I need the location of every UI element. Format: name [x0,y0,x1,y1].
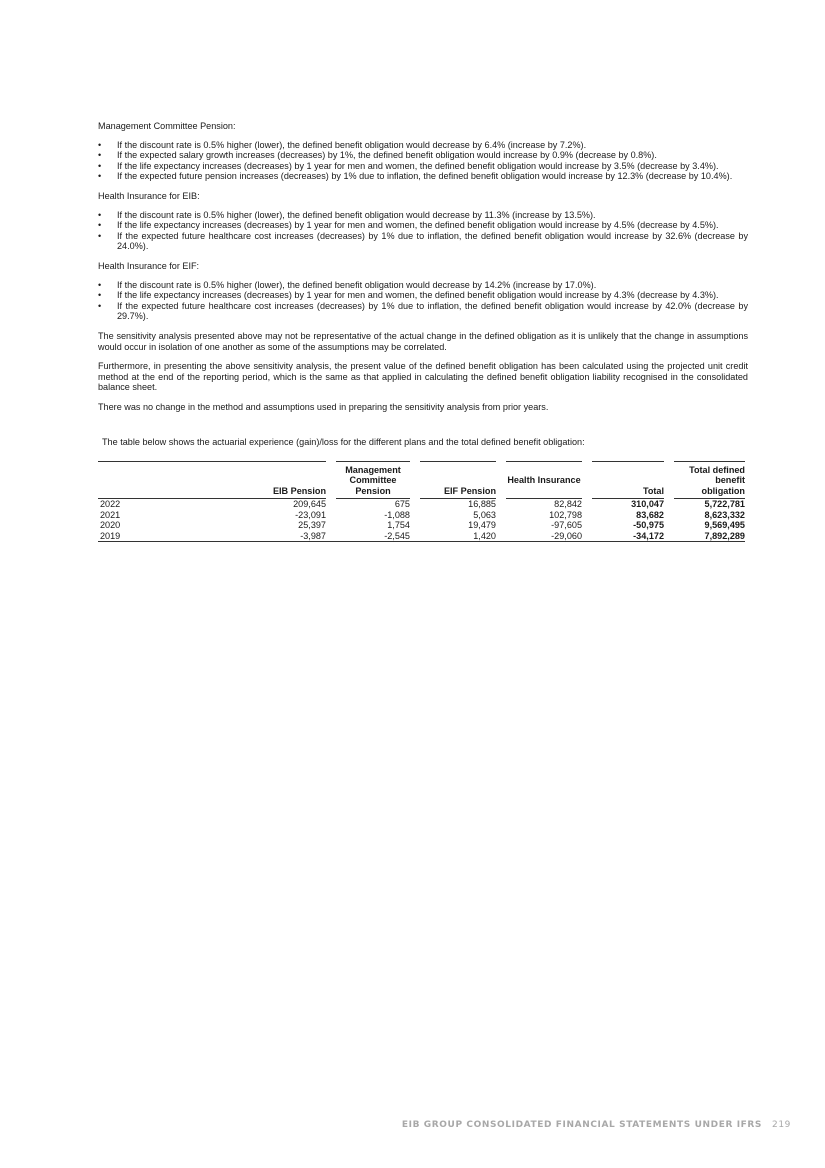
cell-management-committee-pension: -1,088 [384,509,410,520]
cell-total-dbo: 8,623,332 [704,509,745,520]
cell-total: -50,975 [633,520,664,531]
header-gap [410,462,420,499]
cell-eib-pension: -3,987 [248,531,326,542]
bullet-icon: • [98,230,102,241]
bullet-icon: • [98,300,102,311]
list-item: • If the expected future healthcare cost increases (decreases) by 1% due to inflation, the defined benefit obligation would increase by 32.6% (decrease by 24.0%). [98,230,748,252]
bullet-icon: • [98,150,102,161]
footer-title: EIB GROUP CONSOLIDATED FINANCIAL STATEMENTS UNDER IFRS [401,1120,763,1130]
bullet-list-management-committee-pension [98,140,748,182]
document-body [98,121,748,542]
header-gap [326,462,336,499]
cell-health-insurance: 82,842 [554,499,582,510]
bullet-icon: • [98,209,102,220]
cell-total-dbo: 9,569,495 [704,520,745,531]
header-total-defined-benefit-obligation: Total defined benefit obligation [674,462,745,499]
section-heading-health-insurance-eib: Health Insurance for EIB: [98,190,200,201]
cell-eib-pension: 25,397 [298,520,326,531]
cell-health-insurance: 102,798 [549,509,582,520]
bullet-list-health-insurance-eib [98,210,748,252]
cell-management-committee-pension: 675 [394,499,410,510]
header-eif-pension: EIF Pension [420,462,496,499]
list-item: • If the life expectancy increases (decreases) by 1 year for men and women, the defined benefit obligation would increase by 3.5% (decrease by 3.4%). [98,160,719,171]
table-row [98,499,745,510]
cell-year: 2021 [100,509,121,520]
list-item: • If the discount rate is 0.5% higher (lower), the defined benefit obligation would decrease by 11.3% (increase by 13.5%). [98,209,596,220]
cell-total: -34,172 [592,531,664,542]
list-item: • If the discount rate is 0.5% higher (lower), the defined benefit obligation would decrease by 14.2% (increase by 17.0%). [98,279,597,290]
table-intro: The table below shows the actuarial experience (gain)/loss for the different plans and the total defined benefit obligation: [102,437,585,448]
cell-management-committee-pension: 1,754 [387,520,410,531]
cell-year: 2022 [100,499,121,510]
cell-total: 310,047 [631,499,664,510]
list-item: • If the life expectancy increases (decreases) by 1 year for men and women, the defined benefit obligation would increase by 4.5% (decrease by 4.5%). [98,220,719,231]
page-number: 219 [772,1120,791,1130]
bullet-icon: • [98,160,102,171]
header-gap [664,462,674,499]
bullet-icon: • [98,171,102,182]
bullet-icon: • [98,290,102,301]
list-item: • If the expected future healthcare cost increases (decreases) by 1% due to inflation, the defined benefit obligation would increase by 42.0% (decrease by 29.7%). [98,300,748,322]
bullet-icon: • [98,220,102,231]
header-total: Total [592,462,664,499]
page-footer [402,1120,791,1131]
list-item: • If the expected future pension increases (decreases) by 1% due to inflation, the defined benefit obligation would increase by 12.3% (decrease by 10.4%). [98,171,733,182]
bullet-icon: • [98,139,102,150]
table-header-row [98,462,745,499]
cell-management-committee-pension: -2,545 [336,531,410,542]
bullet-list-health-insurance-eif [98,280,748,322]
table-row [98,520,745,530]
cell-eib-pension: -23,091 [295,509,326,520]
cell-eif-pension: 16,885 [468,499,496,510]
cell-eif-pension: 19,479 [468,520,496,531]
header-gap [582,462,592,499]
cell-total: 83,682 [636,509,664,520]
header-gap [496,462,506,499]
paragraph-no-change: There was no change in the method and assumptions used in preparing the sensitivity analysis from prior years. [98,401,549,412]
cell-eif-pension: 5,063 [473,509,496,520]
cell-eib-pension: 209,645 [293,499,326,510]
actuarial-experience-table [98,461,745,542]
header-year-column [98,462,248,499]
paragraph-projected-unit-credit: Furthermore, in presenting the above sensitivity analysis, the present value of the defined benefit obligation has been calculated using the projected unit credit method at the end of the reporting period, which is the same as that applied in calculating the defined benefit obligation liability recognised in the consolidated balance sheet. [98,361,748,393]
cell-total-dbo: 7,892,289 [674,531,745,542]
header-eib-pension: EIB Pension [248,462,326,499]
cell-year: 2019 [98,531,248,542]
cell-health-insurance: -97,605 [551,520,582,531]
list-item: • If the discount rate is 0.5% higher (lower), the defined benefit obligation would decrease by 6.4% (increase by 7.2%). [98,139,587,150]
cell-total-dbo: 5,722,781 [704,499,745,510]
list-item: • If the life expectancy increases (decreases) by 1 year for men and women, the defined benefit obligation would increase by 4.3% (decrease by 4.3%). [98,290,719,301]
section-heading-health-insurance-eif: Health Insurance for EIF: [98,260,200,271]
table-row [98,531,745,542]
table-row [98,510,745,520]
cell-year: 2020 [100,520,121,531]
paragraph-sensitivity-caveat: The sensitivity analysis presented above may not be representative of the actual change in the defined obligation as it is unlikely that the change in assumptions would occur in isolation of one another as some of the assumptions may be correlated. [98,330,748,352]
cell-health-insurance: -29,060 [506,531,582,542]
header-management-committee-pension: Management Committee Pension [336,462,410,499]
section-heading-management-committee-pension: Management Committee Pension: [98,121,236,131]
cell-eif-pension: 1,420 [420,531,496,542]
bullet-icon: • [98,279,102,290]
header-health-insurance: Health Insurance [506,462,582,499]
list-item: • If the expected salary growth increases (decreases) by 1%, the defined benefit obligation would increase by 0.9% (decrease by 0.8%). [98,150,657,161]
